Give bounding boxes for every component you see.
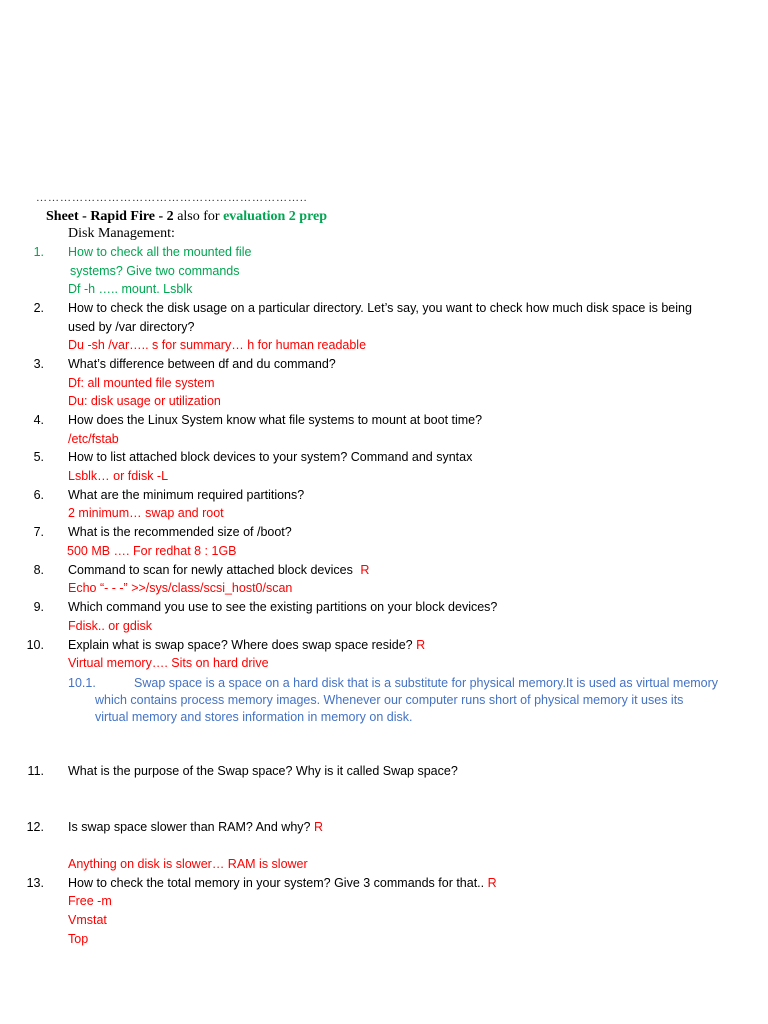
question-text <box>68 876 497 890</box>
answer-text-2: Vmstat <box>68 913 107 927</box>
item-number: 1. <box>33 245 44 259</box>
question-body: Is swap space slower than RAM? And why? <box>68 820 314 834</box>
question-text <box>68 563 369 577</box>
review-flag: R <box>360 563 370 577</box>
item-number: 7. <box>33 525 44 539</box>
question-text: Which command you use to see the existing partitions on your block devices? <box>68 600 498 614</box>
question-body: How to check the total memory in your system? Give 3 commands for that.. <box>68 876 488 890</box>
dotted-separator: ………………………………………………………….. <box>36 192 308 204</box>
item-number: 4. <box>33 413 44 427</box>
question-text: What’s difference between df and du command? <box>68 357 336 371</box>
answer-text: Lsblk… or fdisk -L <box>68 469 169 483</box>
question-text: How does the Linux System know what file systems to mount at boot time? <box>68 413 483 427</box>
question-text: How to list attached block devices to your system? Command and syntax <box>68 450 473 464</box>
item-number: 3. <box>33 357 44 371</box>
answer-text: Df: all mounted file system <box>68 376 215 390</box>
title-highlight: evaluation 2 prep <box>223 209 328 224</box>
sub-item-text-3: virtual memory and stores information in memory on disk. <box>95 710 413 724</box>
question-text-continued: used by /var directory? <box>68 320 195 334</box>
section-heading: Disk Management: <box>68 226 175 241</box>
sub-item-number: 10.1. <box>68 676 96 690</box>
title-main: Sheet - Rapid Fire - 2 <box>46 209 174 224</box>
item-number: 13. <box>26 876 44 890</box>
answer-text: /etc/fstab <box>68 432 119 446</box>
answer-text: 2 minimum… swap and root <box>68 506 224 520</box>
review-flag: R <box>313 820 323 834</box>
answer-text: Fdisk.. or gdisk <box>68 619 153 633</box>
question-body: Command to scan for newly attached block devices <box>68 563 357 577</box>
review-flag: R <box>416 638 426 652</box>
answer-text-2: Du: disk usage or utilization <box>68 394 221 408</box>
sheet-title <box>46 209 327 225</box>
item-number: 2. <box>33 301 44 315</box>
question-text: How to check all the mounted file <box>68 245 252 259</box>
question-text: How to check the disk usage on a particular directory. Let’s say, you want to check how much disk space is being <box>68 301 692 315</box>
sub-item-text: Swap space is a space on a hard disk that is a substitute for physical memory.It is used as virtual memory <box>134 676 719 690</box>
item-number: 6. <box>33 488 44 502</box>
question-text: What is the purpose of the Swap space? Why is it called Swap space? <box>68 764 458 778</box>
answer-text-3: Top <box>68 932 89 946</box>
item-number: 12. <box>26 820 44 834</box>
item-number: 11. <box>27 764 44 778</box>
answer-text: Echo “- - -” >>/sys/class/scsi_host0/scan <box>68 581 293 595</box>
question-body: Explain what is swap space? Where does swap space reside? <box>68 638 417 652</box>
sub-item-text-2: which contains process memory images. Whenever our computer runs short of physical memory it uses its <box>95 693 684 707</box>
question-text: What are the minimum required partitions? <box>68 488 305 502</box>
question-text <box>68 638 425 652</box>
answer-text: Df -h ….. mount. Lsblk <box>68 282 193 296</box>
item-number: 5. <box>33 450 44 464</box>
answer-text: Anything on disk is slower… RAM is slower <box>68 857 308 871</box>
item-number: 10. <box>26 638 44 652</box>
review-flag: R <box>487 876 497 890</box>
answer-text: 500 MB …. For redhat 8 : 1GB <box>67 544 237 558</box>
title-connector: also for <box>173 209 224 224</box>
answer-text: Free -m <box>68 894 112 908</box>
question-text-continued: systems? Give two commands <box>70 264 240 278</box>
answer-text: Virtual memory…. Sits on hard drive <box>68 656 269 670</box>
question-text <box>68 820 323 834</box>
answer-text: Du -sh /var….. s for summary… h for human readable <box>68 338 367 352</box>
item-number: 9. <box>33 600 44 614</box>
question-text: What is the recommended size of /boot? <box>68 525 292 539</box>
item-number: 8. <box>33 563 44 577</box>
